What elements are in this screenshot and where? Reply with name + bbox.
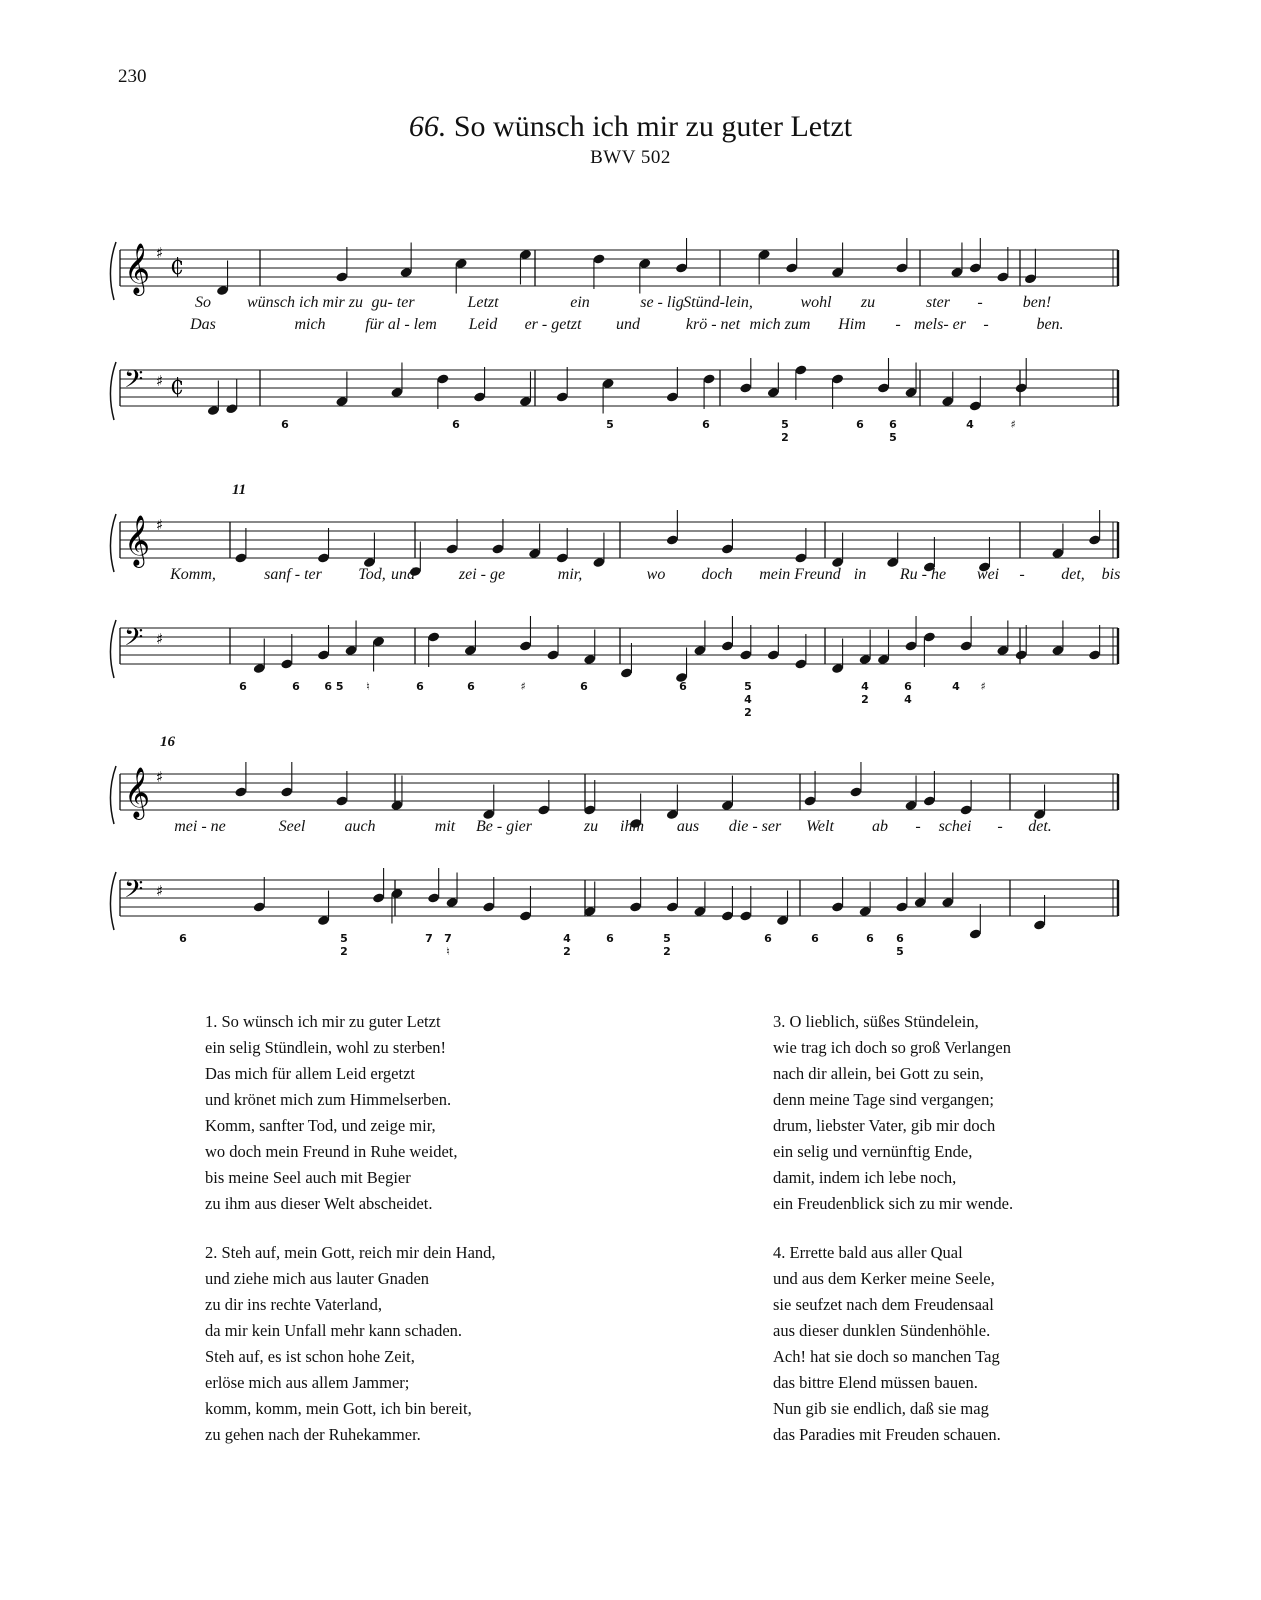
lyric-syllable: schei [938,818,972,835]
lyric-syllable: - [997,818,1003,835]
figure-stack [416,680,424,693]
figure-numeral: 6 [896,932,904,945]
figure-numeral: 6 [416,680,424,693]
bass-clef-icon: 𝄢 [124,623,144,658]
lyric-syllable: Stünd-lein, [683,294,753,311]
figure-numeral: ♯ [1010,418,1016,431]
bar-number: 16 [160,734,175,750]
bass-clef-icon: 𝄢 [124,365,144,400]
hymn-title [0,110,1261,144]
cut-time-icon: ₵ [170,375,184,400]
lyric-syllable: wei [976,566,1000,583]
lyric-syllable: und [391,566,415,583]
figure-numeral: ♯ [980,680,986,693]
verse-line: wie trag ich doch so groß Verlangen [773,1038,1011,1057]
figure-stack [1010,418,1015,431]
verse-line: aus dieser dunklen Sündenhöhle. [773,1321,991,1340]
key-signature-sharp-icon: ♯ [156,244,164,262]
lyric-syllable: er - getzt [524,316,582,333]
verse-line: erlöse mich aus allem Jammer; [205,1373,410,1392]
lyric-syllable: bis [1101,566,1121,583]
treble-clef-icon: 𝄞 [124,515,151,566]
verse-3 [773,1009,1013,1217]
verse-line: Das mich für allem Leid ergetzt [205,1064,415,1083]
figure-numeral: 2 [563,945,571,958]
lyric-syllable: Das [190,316,216,333]
verse-line: ein selig Stündlein, wohl zu sterben! [205,1038,447,1057]
lyric-syllable: auch [344,818,376,835]
lyric-syllable: Seel [278,818,306,835]
verse-line: das bittre Elend müssen bauen. [773,1373,978,1392]
lyric-syllable: wo [646,566,666,583]
figure-stack [281,418,289,431]
verse-line: und krönet mich zum Himmelserben. [205,1090,452,1109]
figure-numeral: 5 [744,680,752,693]
verse-line: ein selig und vernünftig Ende, [773,1142,973,1161]
figure-stack [563,932,571,958]
verse-line: damit, indem ich lebe noch, [773,1168,957,1187]
figure-numeral: 6 [856,418,864,431]
figure-stack [520,680,525,693]
figure-numeral: 5 [606,418,614,431]
lyric-syllable: ster [926,294,950,311]
figure-numeral: ♮ [366,680,370,693]
lyric-syllable: mein Freund [759,566,841,583]
figure-numeral: 4 [966,418,974,431]
hymn-title-text: So wünsch ich mir zu guter Letzt [453,110,853,143]
figure-numeral: 6 [679,680,687,693]
treble-clef-icon: 𝄞 [124,243,151,294]
key-signature-sharp-icon: ♯ [156,630,164,648]
figure-numeral: 5 [889,431,897,444]
lyric-syllable: Letzt [467,294,499,311]
lyric-syllable: und [616,316,640,333]
verse-line: komm, komm, mein Gott, ich bin bereit, [205,1399,472,1418]
verse-line: 2. Steh auf, mein Gott, reich mir dein Hand, [205,1243,496,1262]
hymn-number: 66. [408,110,447,143]
figure-stack [952,680,960,693]
lyric-line [100,294,1140,316]
lyric-syllable: für al - lem [365,316,437,333]
figure-numeral: 4 [563,932,571,945]
lyric-syllable: ab [872,818,888,835]
figure-numeral: 5 [896,945,904,958]
lyric-syllable: krö - net [685,316,741,333]
figure-stack [744,680,752,719]
figure-numeral: 6 [904,680,912,693]
figured-bass [100,680,1140,720]
lyric-syllable: se - lig [640,294,684,311]
verse-1 [205,1009,458,1217]
lyric-syllable: Him [838,316,866,333]
system-bracket [110,766,116,930]
verse-line: und aus dem Kerker meine Seele, [773,1269,995,1288]
figure-stack [781,418,789,444]
verse-line: Nun gib sie endlich, daß sie mag [773,1399,989,1418]
lyric-syllable: doch [701,566,733,583]
figure-numeral: 6 [179,932,187,945]
lyric-syllable: wünsch ich mir zu [247,294,363,311]
verse-line: denn meine Tage sind vergangen; [773,1090,994,1109]
key-signature-sharp-icon: ♯ [156,372,164,390]
lyric-syllable: ben. [1036,316,1064,333]
lyric-syllable: ihm [620,818,644,835]
lyric-syllable: mit [434,818,456,835]
figure-numeral: 2 [663,945,671,958]
figure-stack [866,932,874,945]
lyric-syllable: mich [294,316,326,333]
verse-line: 4. Errette bald aus aller Qual [773,1243,963,1262]
figure-numeral: 6 [580,680,588,693]
verse-line: das Paradies mit Freuden schauen. [773,1425,1001,1444]
figure-numeral: 4 [952,680,960,693]
verse-line: nach dir allein, bei Gott zu sein, [773,1064,984,1083]
lyric-syllable: Be - gier [476,818,532,835]
figure-numeral: 2 [744,706,752,719]
figure-numeral: 5 [663,932,671,945]
figure-stack [663,932,671,958]
figure-numeral: 6 [889,418,897,431]
lyric-syllable: - [895,316,901,333]
figure-stack [444,932,452,958]
lyric-syllable: ben! [1022,294,1052,311]
lyric-syllable: - [983,316,989,333]
figure-numeral: 6 [702,418,710,431]
verse-line: sie seufzet nach dem Freudensaal [773,1295,994,1314]
figure-numeral: 6 [239,680,247,693]
verse-4 [773,1240,1001,1448]
figure-numeral: 6 [606,932,614,945]
figure-numeral: 5 [340,932,348,945]
lyric-line [100,316,1140,338]
figure-stack [856,418,864,431]
score-system-2 [100,482,1140,730]
verse-line: da mir kein Unfall mehr kann schaden. [205,1321,463,1340]
figure-stack [239,680,247,693]
verse-line: bis meine Seel auch mit Begier [205,1168,411,1187]
figure-stack [425,932,433,945]
figure-stack [324,680,343,693]
lyric-syllable: ein [570,294,590,311]
lyric-syllable: Tod, [358,566,386,583]
lyric-syllable: So [195,294,211,311]
verse-2 [205,1240,496,1448]
bass-clef-icon: 𝄢 [124,875,144,910]
lyric-syllable: mich zum [749,316,811,333]
lyric-line [100,818,1140,840]
figure-stack [861,680,869,706]
lyric-syllable: zei - ge [458,566,506,583]
verse-line: Ach! hat sie doch so manchen Tag [773,1347,1000,1366]
figure-stack [811,932,819,945]
lyric-syllable: - [977,294,983,311]
figured-bass [100,932,1140,972]
figure-numeral: 6 [866,932,874,945]
lyric-syllable: sanf - ter [264,566,322,583]
lyric-syllable: mels- er [914,316,966,333]
figure-numeral: 4 [861,680,869,693]
figure-stack [606,418,614,431]
cut-time-icon: ₵ [170,255,184,280]
lyric-syllable: Leid [468,316,498,333]
figure-numeral: 7 [425,932,433,945]
lyric-syllable: det, [1061,566,1085,583]
page-number: 230 [118,66,147,87]
figure-stack [702,418,710,431]
lyric-syllable: - [915,818,921,835]
figure-stack [980,680,985,693]
lyric-syllable: Komm, [170,566,216,583]
figure-numeral: 6 [467,680,475,693]
verse-line: drum, liebster Vater, gib mir doch [773,1116,996,1135]
verse-line: 1. So wünsch ich mir zu guter Letzt [205,1012,441,1031]
lyric-syllable: aus [676,818,700,835]
figure-stack [366,680,370,693]
figure-stack [764,932,772,945]
figure-numeral: 2 [340,945,348,958]
figure-stack [896,932,904,958]
verse-line: wo doch mein Freund in Ruhe weidet, [205,1142,458,1161]
verse-line: zu dir ins rechte Vaterland, [205,1295,383,1314]
figure-stack [292,680,300,693]
lyric-syllable: in [853,566,867,583]
score-system-3 [100,734,1140,982]
lyric-syllable: zu [583,818,599,835]
lyric-syllable: Welt [806,818,834,835]
verse-line: zu ihm aus dieser Welt abscheidet. [205,1194,433,1213]
lyric-syllable: die - ser [728,818,782,835]
figure-numeral: 6 [764,932,772,945]
figure-stack [904,680,912,706]
key-signature-sharp-icon: ♯ [156,768,164,786]
figure-stack [179,932,187,945]
figure-numeral: 6 5 [324,680,344,693]
figure-numeral: 2 [781,431,789,444]
lyric-syllable: det. [1028,818,1052,835]
lyric-syllable: - [1019,566,1025,583]
figure-numeral: 5 [781,418,789,431]
verse-line: Komm, sanfter Tod, und zeige mir, [205,1116,436,1135]
figure-stack [889,418,897,444]
figure-stack [340,932,348,958]
figure-stack [452,418,460,431]
key-signature-sharp-icon: ♯ [156,516,164,534]
figure-numeral: 7 [444,932,452,945]
key-signature-sharp-icon: ♯ [156,882,164,900]
figure-numeral: 4 [744,693,752,706]
bar-number: 11 [232,482,247,498]
figure-stack [679,680,687,693]
figured-bass [100,418,1140,458]
lyric-syllable: zu [860,294,876,311]
figure-stack [467,680,475,693]
lyric-syllable: wohl [800,294,832,311]
staff-svg [100,228,1140,448]
verse-line: Steh auf, es ist schon hohe Zeit, [205,1347,415,1366]
verse-line: 3. O lieblich, süßes Stündelein, [773,1012,979,1031]
figure-numeral: 6 [292,680,300,693]
lyric-syllable: mir, [557,566,583,583]
lyric-syllable: gu- ter [371,294,415,311]
lyric-syllable: Ru - he [899,566,947,583]
lyric-syllable: mei - ne [174,818,226,835]
figure-numeral: 2 [861,693,869,706]
figure-stack [966,418,974,431]
treble-clef-icon: 𝄞 [124,767,151,818]
catalog-number: BWV 502 [590,147,671,168]
figure-numeral: ♯ [520,680,526,693]
verse-line: ein Freudenblick sich zu mir wende. [773,1194,1014,1213]
lyric-line [100,566,1140,588]
score-system-1 [100,228,1140,468]
system-bracket [110,514,116,678]
figure-stack [580,680,588,693]
figure-numeral: 6 [281,418,289,431]
figure-numeral: ♮ [446,945,450,958]
figure-numeral: 6 [452,418,460,431]
figure-numeral: 4 [904,693,912,706]
figure-numeral: 6 [811,932,819,945]
verse-line: und ziehe mich aus lauter Gnaden [205,1269,430,1288]
figure-stack [606,932,614,945]
verse-line: zu gehen nach der Ruhekammer. [205,1425,421,1444]
